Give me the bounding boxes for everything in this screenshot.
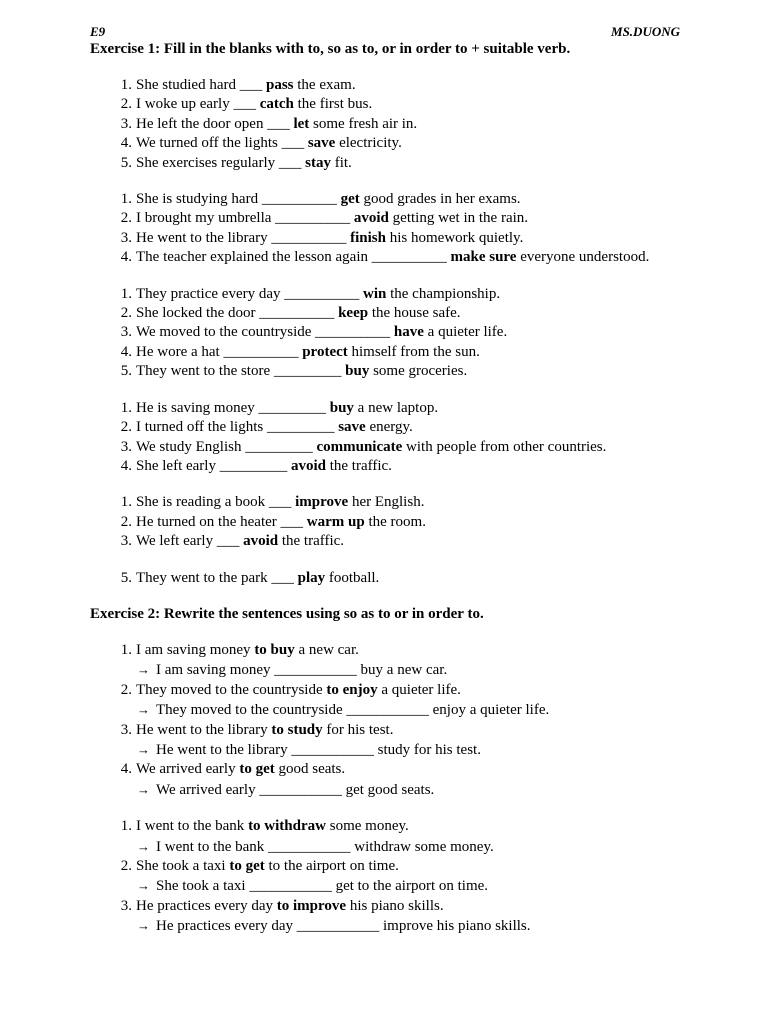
question-text-end: a quieter life. (423, 324, 508, 341)
rewrite-sentence: He went to the library ___________ study for his test. (156, 741, 481, 758)
question-number: 2. (120, 210, 132, 227)
sentence-start: We arrived early (136, 761, 240, 778)
question-text-end: a new laptop. (353, 399, 439, 416)
question-verb: finish (350, 229, 386, 246)
rewrite-line (136, 837, 680, 857)
purpose-phrase: to study (271, 721, 323, 738)
question-item (90, 134, 680, 153)
sentence-start: He went to the library (136, 721, 272, 738)
question-text-start: We turned off the lights ___ (136, 135, 308, 152)
rewrite-sentence: She took a taxi ___________ get to the airport on time. (156, 878, 489, 895)
purpose-phrase: to get (229, 858, 265, 874)
purpose-phrase: to buy (254, 641, 295, 658)
sentence-end: for his test. (322, 721, 394, 738)
question-item (90, 248, 680, 267)
question-text-start: I brought my umbrella __________ (136, 210, 354, 227)
question-number: 2. (120, 305, 132, 322)
question-text-end: everyone understood. (516, 249, 650, 266)
question-number: 2. (120, 419, 132, 436)
question-number: 3. (120, 438, 132, 455)
question-group (90, 399, 680, 477)
question-verb: play (297, 569, 326, 586)
question-text-start: She is studying hard __________ (136, 191, 341, 208)
question-number: 3. (120, 897, 132, 914)
question-verb: communicate (316, 438, 403, 455)
question-text-end: the room. (364, 513, 426, 530)
question-text-start: She left early _________ (136, 457, 291, 474)
question-verb: buy (345, 363, 370, 380)
question-number: 2. (120, 513, 132, 530)
question-text-end: himself from the sun. (347, 343, 480, 360)
question-text-start: We left early ___ (136, 533, 244, 550)
question-text-end: energy. (365, 419, 413, 436)
arrow-icon: → (137, 781, 150, 797)
rewrite-sentence: We arrived early ___________ get good seats. (156, 781, 435, 798)
question-text-start: She exercises regularly ___ (136, 154, 306, 171)
question-group (90, 76, 680, 173)
question-number: 4. (120, 135, 132, 152)
question-number: 2. (120, 858, 132, 874)
question-text-end: the first bus. (293, 96, 373, 113)
question-item (90, 438, 680, 457)
question-number: 2. (120, 681, 132, 698)
question-text-start: They went to the park ___ (136, 569, 298, 586)
question-verb: save (307, 135, 336, 152)
question-group (90, 285, 680, 382)
rewrite-item (90, 721, 680, 761)
question-number: 4. (120, 457, 132, 474)
exercise-2-body (90, 641, 680, 937)
question-item (90, 285, 680, 304)
question-item (90, 362, 680, 381)
question-number: 1. (120, 818, 132, 835)
rewrite-item (90, 681, 680, 721)
rewrite-line (136, 700, 680, 720)
question-item (90, 418, 680, 437)
question-text-end: the exam. (293, 77, 356, 93)
sentence-start: I went to the bank (136, 818, 249, 835)
question-item (90, 343, 680, 362)
arrow-icon: → (137, 838, 150, 854)
rewrite-line (136, 740, 680, 760)
rewrite-line (136, 780, 680, 800)
question-text-end: good grades in her exams. (359, 191, 521, 208)
question-verb: buy (329, 399, 354, 416)
question-text-end: the traffic. (278, 533, 345, 550)
worksheet-page (90, 24, 680, 937)
question-verb: improve (295, 494, 349, 511)
rewrite-group (90, 641, 680, 800)
question-text-start: He left the door open ___ (136, 115, 294, 132)
question-text-end: the house safe. (368, 305, 461, 322)
purpose-phrase: to enjoy (326, 681, 378, 698)
question-item (90, 513, 680, 532)
question-text-start: She locked the door __________ (136, 305, 339, 322)
exercise-1-body (90, 76, 680, 588)
question-verb: make sure (450, 249, 517, 266)
rewrite-item (90, 760, 680, 800)
question-item (90, 399, 680, 418)
purpose-phrase: to improve (276, 897, 347, 914)
question-text-start: We moved to the countryside __________ (136, 324, 394, 341)
question-number: 1. (120, 77, 132, 93)
question-text-end: her English. (348, 494, 425, 511)
question-item (90, 229, 680, 248)
sentence-end: to the airport on time. (264, 858, 399, 874)
question-verb: win (363, 285, 387, 302)
arrow-icon: → (137, 662, 150, 678)
question-verb: get (340, 191, 360, 208)
sentence-start: He practices every day (136, 897, 277, 914)
question-item (90, 190, 680, 209)
sentence-end: good seats. (274, 761, 346, 778)
question-verb: stay (305, 154, 331, 171)
question-number: 3. (120, 229, 132, 246)
question-number: 3. (120, 115, 132, 132)
question-text-end: football. (325, 569, 380, 586)
question-text-end: the traffic. (325, 457, 392, 474)
question-number: 3. (120, 324, 132, 341)
question-item (90, 209, 680, 228)
question-item (90, 95, 680, 114)
question-verb: have (393, 324, 424, 341)
question-item (90, 154, 680, 173)
rewrite-sentence: I went to the bank ___________ withdraw some money. (156, 838, 494, 855)
rewrite-item (90, 817, 680, 857)
rewrite-item (90, 897, 680, 937)
question-text-start: He wore a hat __________ (136, 343, 303, 360)
question-number: 1. (120, 285, 132, 302)
question-text-start: He turned on the heater ___ (136, 513, 307, 530)
question-text-end: with people from other countries. (402, 438, 607, 455)
sentence-start: She took a taxi (136, 858, 230, 874)
question-text-end: his homework quietly. (385, 229, 524, 246)
question-verb: keep (338, 305, 369, 322)
question-number: 3. (120, 533, 132, 550)
question-number: 5. (120, 569, 132, 586)
sentence-end: a quieter life. (377, 681, 461, 698)
sentence-start: I am saving money (136, 641, 255, 658)
rewrite-group (90, 817, 680, 936)
question-text-start: I turned off the lights _________ (136, 419, 339, 436)
question-verb: catch (259, 96, 294, 113)
arrow-icon: → (137, 741, 150, 757)
exercise-1-title: Exercise 1: Fill in the blanks with to, so as to, or in order to + suitable verb. (90, 41, 571, 57)
rewrite-sentence: He practices every day ___________ improve his piano skills. (156, 918, 531, 935)
question-group (90, 493, 680, 551)
question-number: 3. (120, 721, 132, 738)
question-text-end: some groceries. (369, 363, 468, 380)
arrow-icon: → (137, 918, 150, 934)
question-number: 1. (120, 399, 132, 416)
question-number: 4. (120, 343, 132, 360)
rewrite-item (90, 857, 680, 897)
question-number: 2. (120, 96, 132, 113)
question-item (90, 569, 680, 588)
purpose-phrase: to withdraw (248, 818, 326, 835)
question-verb: pass (265, 77, 294, 93)
class-label: E9 (90, 24, 106, 39)
question-text-end: the championship. (386, 285, 501, 302)
question-number: 4. (120, 761, 132, 778)
question-text-end: getting wet in the rain. (388, 210, 529, 227)
rewrite-sentence: They moved to the countryside ___________ enjoy a quieter life. (156, 702, 550, 719)
question-text-start: I woke up early ___ (136, 96, 260, 113)
arrow-icon: → (137, 702, 150, 718)
question-text-start: We study English _________ (136, 438, 317, 455)
question-verb: save (338, 419, 366, 436)
rewrite-line (136, 660, 680, 680)
question-text-end: fit. (330, 154, 352, 171)
question-verb: let (293, 115, 310, 132)
question-text-start: She is reading a book ___ (136, 494, 296, 511)
question-verb: avoid (243, 533, 279, 550)
purpose-phrase: to get (239, 761, 275, 778)
question-number: 1. (120, 191, 132, 208)
question-text-start: She studied hard ___ (136, 77, 266, 93)
sentence-end: some money. (325, 818, 409, 835)
question-item (90, 76, 680, 95)
question-verb: avoid (290, 457, 326, 474)
question-item (90, 304, 680, 323)
rewrite-line (136, 876, 680, 896)
question-item (90, 323, 680, 342)
rewrite-sentence: I am saving money ___________ buy a new car. (156, 662, 448, 679)
question-number: 1. (120, 641, 132, 658)
rewrite-line (136, 916, 680, 936)
question-number: 5. (120, 154, 132, 171)
question-group (90, 569, 680, 588)
question-group (90, 190, 680, 268)
sentence-end: a new car. (294, 641, 359, 658)
question-verb: protect (302, 343, 348, 360)
question-number: 4. (120, 249, 132, 266)
question-text-start: They practice every day __________ (136, 285, 363, 302)
question-text-start: He is saving money _________ (136, 399, 330, 416)
question-item (90, 532, 680, 551)
question-item (90, 115, 680, 134)
sentence-start: They moved to the countryside (136, 681, 327, 698)
teacher-label: MS.DUONG (611, 24, 680, 39)
question-number: 5. (120, 363, 132, 380)
page-header (90, 24, 680, 40)
question-text-end: some fresh air in. (309, 115, 418, 132)
question-text-start: He went to the library __________ (136, 229, 351, 246)
question-text-end: electricity. (335, 135, 402, 152)
sentence-end: his piano skills. (346, 897, 444, 914)
exercise-2-title: Exercise 2: Rewrite the sentences using so as to or in order to. (90, 605, 484, 622)
question-item (90, 493, 680, 512)
question-verb: warm up (306, 513, 365, 530)
question-text-start: They went to the store _________ (136, 363, 346, 380)
question-verb: avoid (353, 210, 389, 227)
arrow-icon: → (137, 878, 150, 894)
rewrite-item (90, 641, 680, 681)
question-text-start: The teacher explained the lesson again __________ (136, 249, 451, 266)
question-number: 1. (120, 494, 132, 511)
question-item (90, 457, 680, 476)
